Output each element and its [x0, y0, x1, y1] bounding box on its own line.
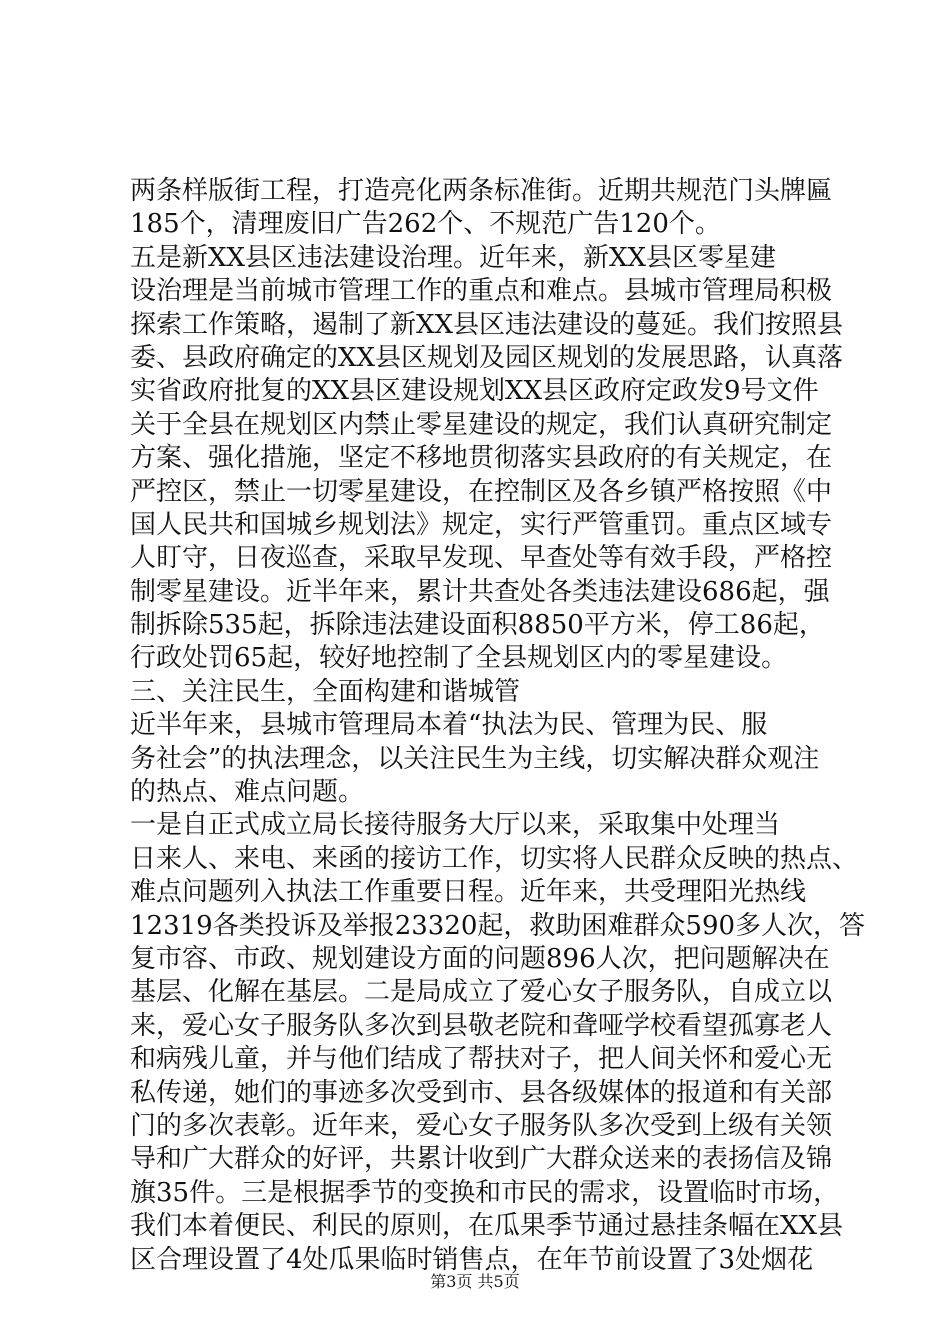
text-line: 近半年来，县城市管理局本着“执法为民、管理为民、服	[130, 710, 768, 741]
text-line: 12319各类投诉及举报23320起，救助困难群众590多人次，答	[130, 910, 866, 941]
page-number-footer: 第3页 共5页	[430, 1272, 520, 1291]
text-line: 基层、化解在基层。二是局成立了爱心女子服务队，自成立以	[130, 977, 833, 1008]
text-line: 严控区，禁止一切零星建设，在控制区及各乡镇严格按照《中	[130, 476, 833, 507]
document-body	[130, 175, 866, 1277]
text-line: 国人民共和国城乡规划法》规定，实行严管重罚。重点区域专	[130, 509, 833, 540]
text-line: 区合理设置了4处瓜果临时销售点，在年节前设置了3处烟花	[130, 1244, 814, 1275]
text-line: 的热点、难点问题。	[130, 777, 365, 808]
text-line: 导和广大群众的好评，共累计收到广大群众送来的表扬信及锦	[130, 1144, 833, 1175]
text-line: 行政处罚65起，较好地控制了全县规划区内的零星建设。	[130, 643, 788, 674]
text-line: 务社会”的执法理念，以关注民生为主线，切实解决群众观注	[130, 743, 820, 774]
text-line: 关于全县在规划区内禁止零星建设的规定，我们认真研究制定	[130, 409, 833, 440]
text-line: 难点问题列入执法工作重要日程。近年来，共受理阳光热线	[130, 877, 807, 908]
text-line: 旗35件。三是根据季节的变换和市民的需求，设置临时市场，	[130, 1177, 840, 1208]
text-line: 委、县政府确定的XX县区规划及园区规划的发展思路，认真落	[130, 342, 844, 373]
section-heading: 三、关注民生，全面构建和谐城管	[130, 676, 521, 707]
text-line: 和病残儿童，并与他们结成了帮扶对子，把人间关怀和爱心无	[130, 1044, 833, 1075]
text-line: 一是自正式成立局长接待服务大厅以来，采取集中处理当	[130, 810, 781, 841]
text-line: 185个，清理废旧广告262个、不规范广告120个。	[130, 209, 721, 240]
text-line: 制拆除535起，拆除违法建设面积8850平方米，停工86起，	[130, 610, 825, 641]
text-line: 实省政府批复的XX县区建设规划XX县区政府定政发9号文件	[130, 376, 819, 407]
text-line: 方案、强化措施，坚定不移地贯彻落实县政府的有关规定，在	[130, 443, 833, 474]
text-line: 探索工作策略，遏制了新XX县区违法建设的蔓延。我们按照县	[130, 309, 844, 340]
text-line: 复市容、市政、规划建设方面的问题896人次，把问题解决在	[130, 943, 830, 974]
text-line: 人盯守，日夜巡查，采取早发现、早查处等有效手段，严格控	[130, 543, 833, 574]
text-line: 来，爱心女子服务队多次到县敬老院和聋哑学校看望孤寡老人	[130, 1010, 833, 1041]
text-line: 日来人、来电、来函的接访工作，切实将人民群众反映的热点、	[130, 843, 859, 874]
text-line: 门的多次表彰。近年来，爱心女子服务队多次受到上级有关领	[130, 1110, 833, 1141]
text-line: 私传递，她们的事迹多次受到市、县各级媒体的报道和有关部	[130, 1077, 833, 1108]
text-line: 两条样版街工程，打造亮化两条标准街。近期共规范门头牌匾	[130, 176, 833, 206]
text-line: 我们本着便民、利民的原则，在瓜果季节通过悬挂条幅在XX县	[130, 1211, 844, 1242]
text-line: 五是新XX县区违法建设治理。近年来，新XX县区零星建	[130, 242, 777, 273]
text-line: 制零星建设。近半年来，累计共查处各类违法建设686起，强	[130, 576, 830, 607]
text-line: 设治理是当前城市管理工作的重点和难点。县城市管理局积极	[130, 276, 833, 307]
